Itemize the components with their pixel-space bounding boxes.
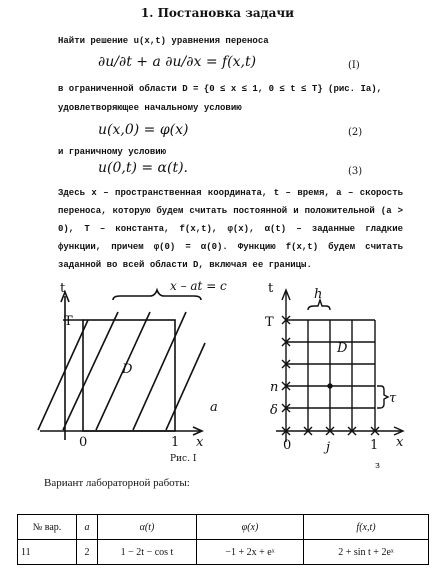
cell-a: 2 [77,540,98,565]
fig1-label-T: T [64,314,73,329]
fig1-characteristic-5 [166,343,205,430]
variant-caption: Вариант лабораторной работы: [44,477,190,489]
cell-alpha: 1 − 2t − cos t [98,540,197,565]
intro-text: Найти решение u(x,t) уравнения переноса [58,36,269,46]
equation-1: ∂u/∂t + a ∂u/∂x = f(x,t) [98,54,257,70]
fig1-characteristic-label: x – at = c [170,279,227,293]
fig2-label-j: j [326,440,331,455]
table-row [18,540,429,565]
fig2-label-0: 0 [283,438,292,453]
fig2-tau-brace [377,386,388,408]
header-phi: φ(x) [197,515,304,540]
fig1-characteristic-1 [38,320,88,430]
cell-f: 2 + sin t + 2eˣ [304,540,429,565]
fig2-label-1: 1 [370,438,379,453]
equation-1-number: (I) [348,60,360,71]
equation-3-number: (3) [348,166,363,177]
variant-table [17,514,429,565]
equation-3: u(0,t) = α(t). [98,160,189,176]
fig2-label-h: h [314,287,323,302]
domain-text: в ограниченной области D = {0 ≤ x ≤ 1, 0 ≤ t ≤ T} (рис. Ia), [58,84,383,94]
fig2-label-D: D [337,341,348,356]
fig1-label-x: x [196,435,204,450]
header-f: f(x,t) [304,515,429,540]
fig1-label-a: a [210,400,218,415]
explanation-paragraph: Здесь x – пространственная координата, t – время, a – скорость переноса, которую будем считать постоянной и положительной (a > 0), T – константа, f(x,t), φ(x), α(t) – заданные гладкие функции, причем φ(0) = α(0). Функцию f(x,t) будем считать заданной во всей области D, включая ее границы. [58,188,403,270]
fig1-label-0: 0 [79,435,88,450]
section-title: 1. Постановка задачи [140,6,295,20]
fig2-label-n: n [270,380,279,395]
figure-2 [276,290,403,442]
header-variant: № вар. [18,515,77,540]
table-header-row [18,515,429,540]
fig1-characteristic-2 [63,312,118,430]
fig1-caption: Рис. I [170,454,197,464]
equation-2: u(x,0) = φ(x) [98,122,189,138]
fig2-label-t: t [268,281,274,296]
fig2-caption: з [375,461,380,471]
cell-variant: 11 [18,540,77,565]
fig2-label-T: T [265,315,274,330]
fig2-label-x: x [396,435,404,450]
figure1-labels [60,279,227,464]
header-a: a [77,515,98,540]
fig1-label-1: 1 [171,435,180,450]
initial-condition-text: удовлетворяющее начальному условию [58,103,242,113]
fig1-label-D: D [122,362,133,377]
fig2-label-delta: δ [270,403,278,418]
fig1-characteristic-4 [133,312,186,430]
header-alpha: α(t) [98,515,197,540]
equation-2-number: (2) [348,127,363,138]
cell-phi: −1 + 2x + eˣ [197,540,304,565]
fig1-label-t: t [60,281,66,296]
boundary-condition-text: и граничному условию [58,147,167,157]
fig2-label-tau: τ [389,391,397,406]
